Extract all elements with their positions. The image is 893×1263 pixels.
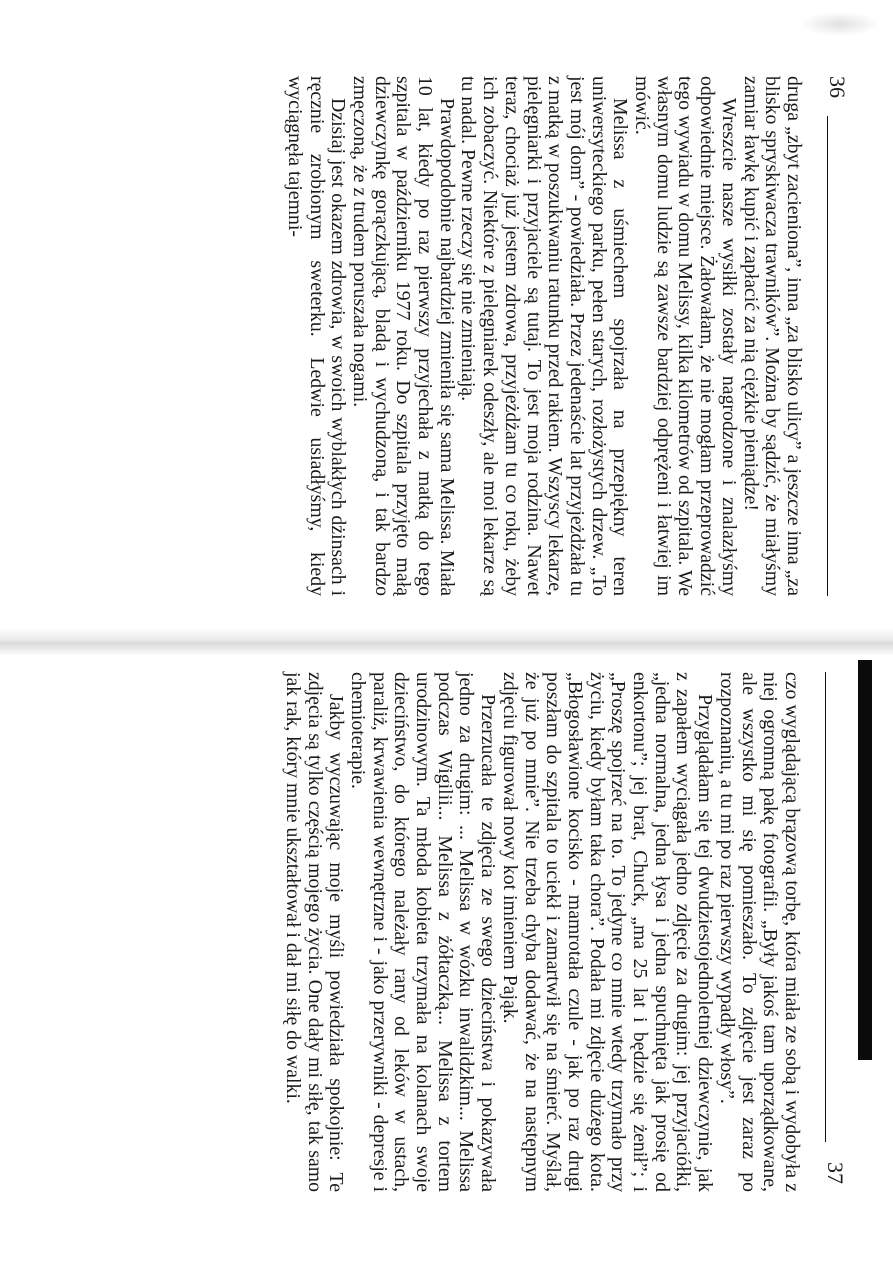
text-column bbox=[283, 76, 804, 596]
page-36 bbox=[160, 76, 850, 616]
paragraph: Jakby wyczuwając moje myśli powiedziała spokojnie: Te zdjęcia są tylko częścią mojego życia. One dały mi siłę, tak samo jak rak, który mnie ukształtował i dał mi siłę do walki. bbox=[281, 672, 348, 1192]
paragraph: czo wyglądającą brązową torbę, która miała ze sobą i wydobyła z niej ogromną pakę fotografii. „Były jakoś tam uporządkowane, ale wszystko mi się pomieszało. To zdjęcie jest zaraz po rozpoznaniu, a tu mi po raz pierwszy wypadły włosy”. bbox=[715, 672, 803, 1192]
page-header bbox=[808, 672, 848, 1212]
paragraph: Przerzucała te zdjęcia ze swego dzieciństwa i pokazywała jedno za drugim: ... Melissa w wózku inwalidzkim... Melissa podczas Wigilii... Melissa z żółtaczką... Melissa z tortem urodzinowym. Ta młoda kobieta trzymała na kolanach swoje dzieciństwo, do którego należały rany od leków w ustach, paraliż, krwawienia wewnętrzne i - jako przerywniki - depresje i chemioterapie. bbox=[346, 672, 500, 1192]
paragraph: Wreszcie nasze wysiłki zostały nagrodzone i znalazłyśmy odpowiednie miejsce. Żałowałam, że nie mogłam przeprowadzić tego wywiadu w domu Melissy, kilka kilometrów od szpitala. We własnym domu ludzie są zawsze bardziej odprężeni i łatwiej im mówić. bbox=[631, 76, 740, 596]
paragraph: Melissa z uśmiechem spojrzała na przepiękny teren uniwersyteckiego parku, pełen starych, rozłożystych drzew. „To jest mój dom” - powiedziała. Przez jedenaście lat przyjeżdżała tu z matką w poszukiwaniu ratunku przed rakiem. Wszyscy lekarze, pielęgniarki i przyjaciele są tutaj. To jest moja rodzina. Nawet teraz, chociaż już jestem zdrowa, przyjeżdżam tu co roku, żeby ich zobaczyć. Niektóre z pielęgniarek odeszły, ale moi lekarze są tu nadal. Pewne rzeczy się nie zmieniają. bbox=[457, 76, 632, 596]
page-header bbox=[810, 76, 850, 616]
page-number: 37 bbox=[823, 1162, 848, 1184]
text-column bbox=[281, 672, 802, 1192]
scan-smudge bbox=[800, 12, 880, 36]
header-rule bbox=[825, 672, 826, 1142]
page-37 bbox=[158, 672, 848, 1212]
paragraph: druga „zbyt zacieniona”, inna „za blisko ulicy” a jeszcze inna „za blisko spryskiwacza trawników”. Można by sądzić, że miałyśmy zamiar ławkę kupić i zapłacić za nią ciężkie pieniądze! bbox=[739, 76, 805, 596]
paragraph: Prawdopodobnie najbardziej zmieniła się sama Melissa. Miała 10 lat, kiedy po raz pierwszy przyjechała z matką do tego szpitala w październiku 1977 roku. Do szpitala przyjęto małą dziewczynkę gorączkującą, bladą i wychudzoną, i tak bardzo zmęczoną, że z trudem poruszała nogami. bbox=[348, 76, 458, 596]
paragraph: Przyglądałam się tej dwudziestojednoletniej dziewczynie, jak z zapałem wyciągała jedno zdjęcie za drugim: jej przyjaciółki, „jedna normalna, jedna łysa i jedna spuchnięta jak prosię od enkortonu”; jej brat, Chuck, „ma 25 lat i będzie się żenił”; i „Proszę spojrzeć na to. To jedyne co mnie wtedy trzymało przy życiu, kiedy byłam taka chora”. Podała mi zdjęcie dużego kota. „Błogosławione kocisko - mamrotała czule - jak po raz drugi poszłam do szpitala to uciekł i zamartwił się na śmierć. Myślał, że już po mnie”. Nie trzeba chyba dodawać, że na następnym zdjęciu figurował nowy kot imieniem Pająk. bbox=[498, 672, 717, 1192]
paragraph: Dzisiaj jest okazem zdrowia, w swoich wyblakłych dżinsach i ręcznie zrobionym sweterku. Ledwie usiadłyśmy, kiedy wyciągnęła tajemni- bbox=[283, 76, 350, 596]
page-edge-shadow bbox=[858, 660, 872, 1060]
page-number: 36 bbox=[825, 76, 850, 98]
header-rule bbox=[827, 116, 828, 596]
book-fold-shadow bbox=[0, 628, 893, 656]
